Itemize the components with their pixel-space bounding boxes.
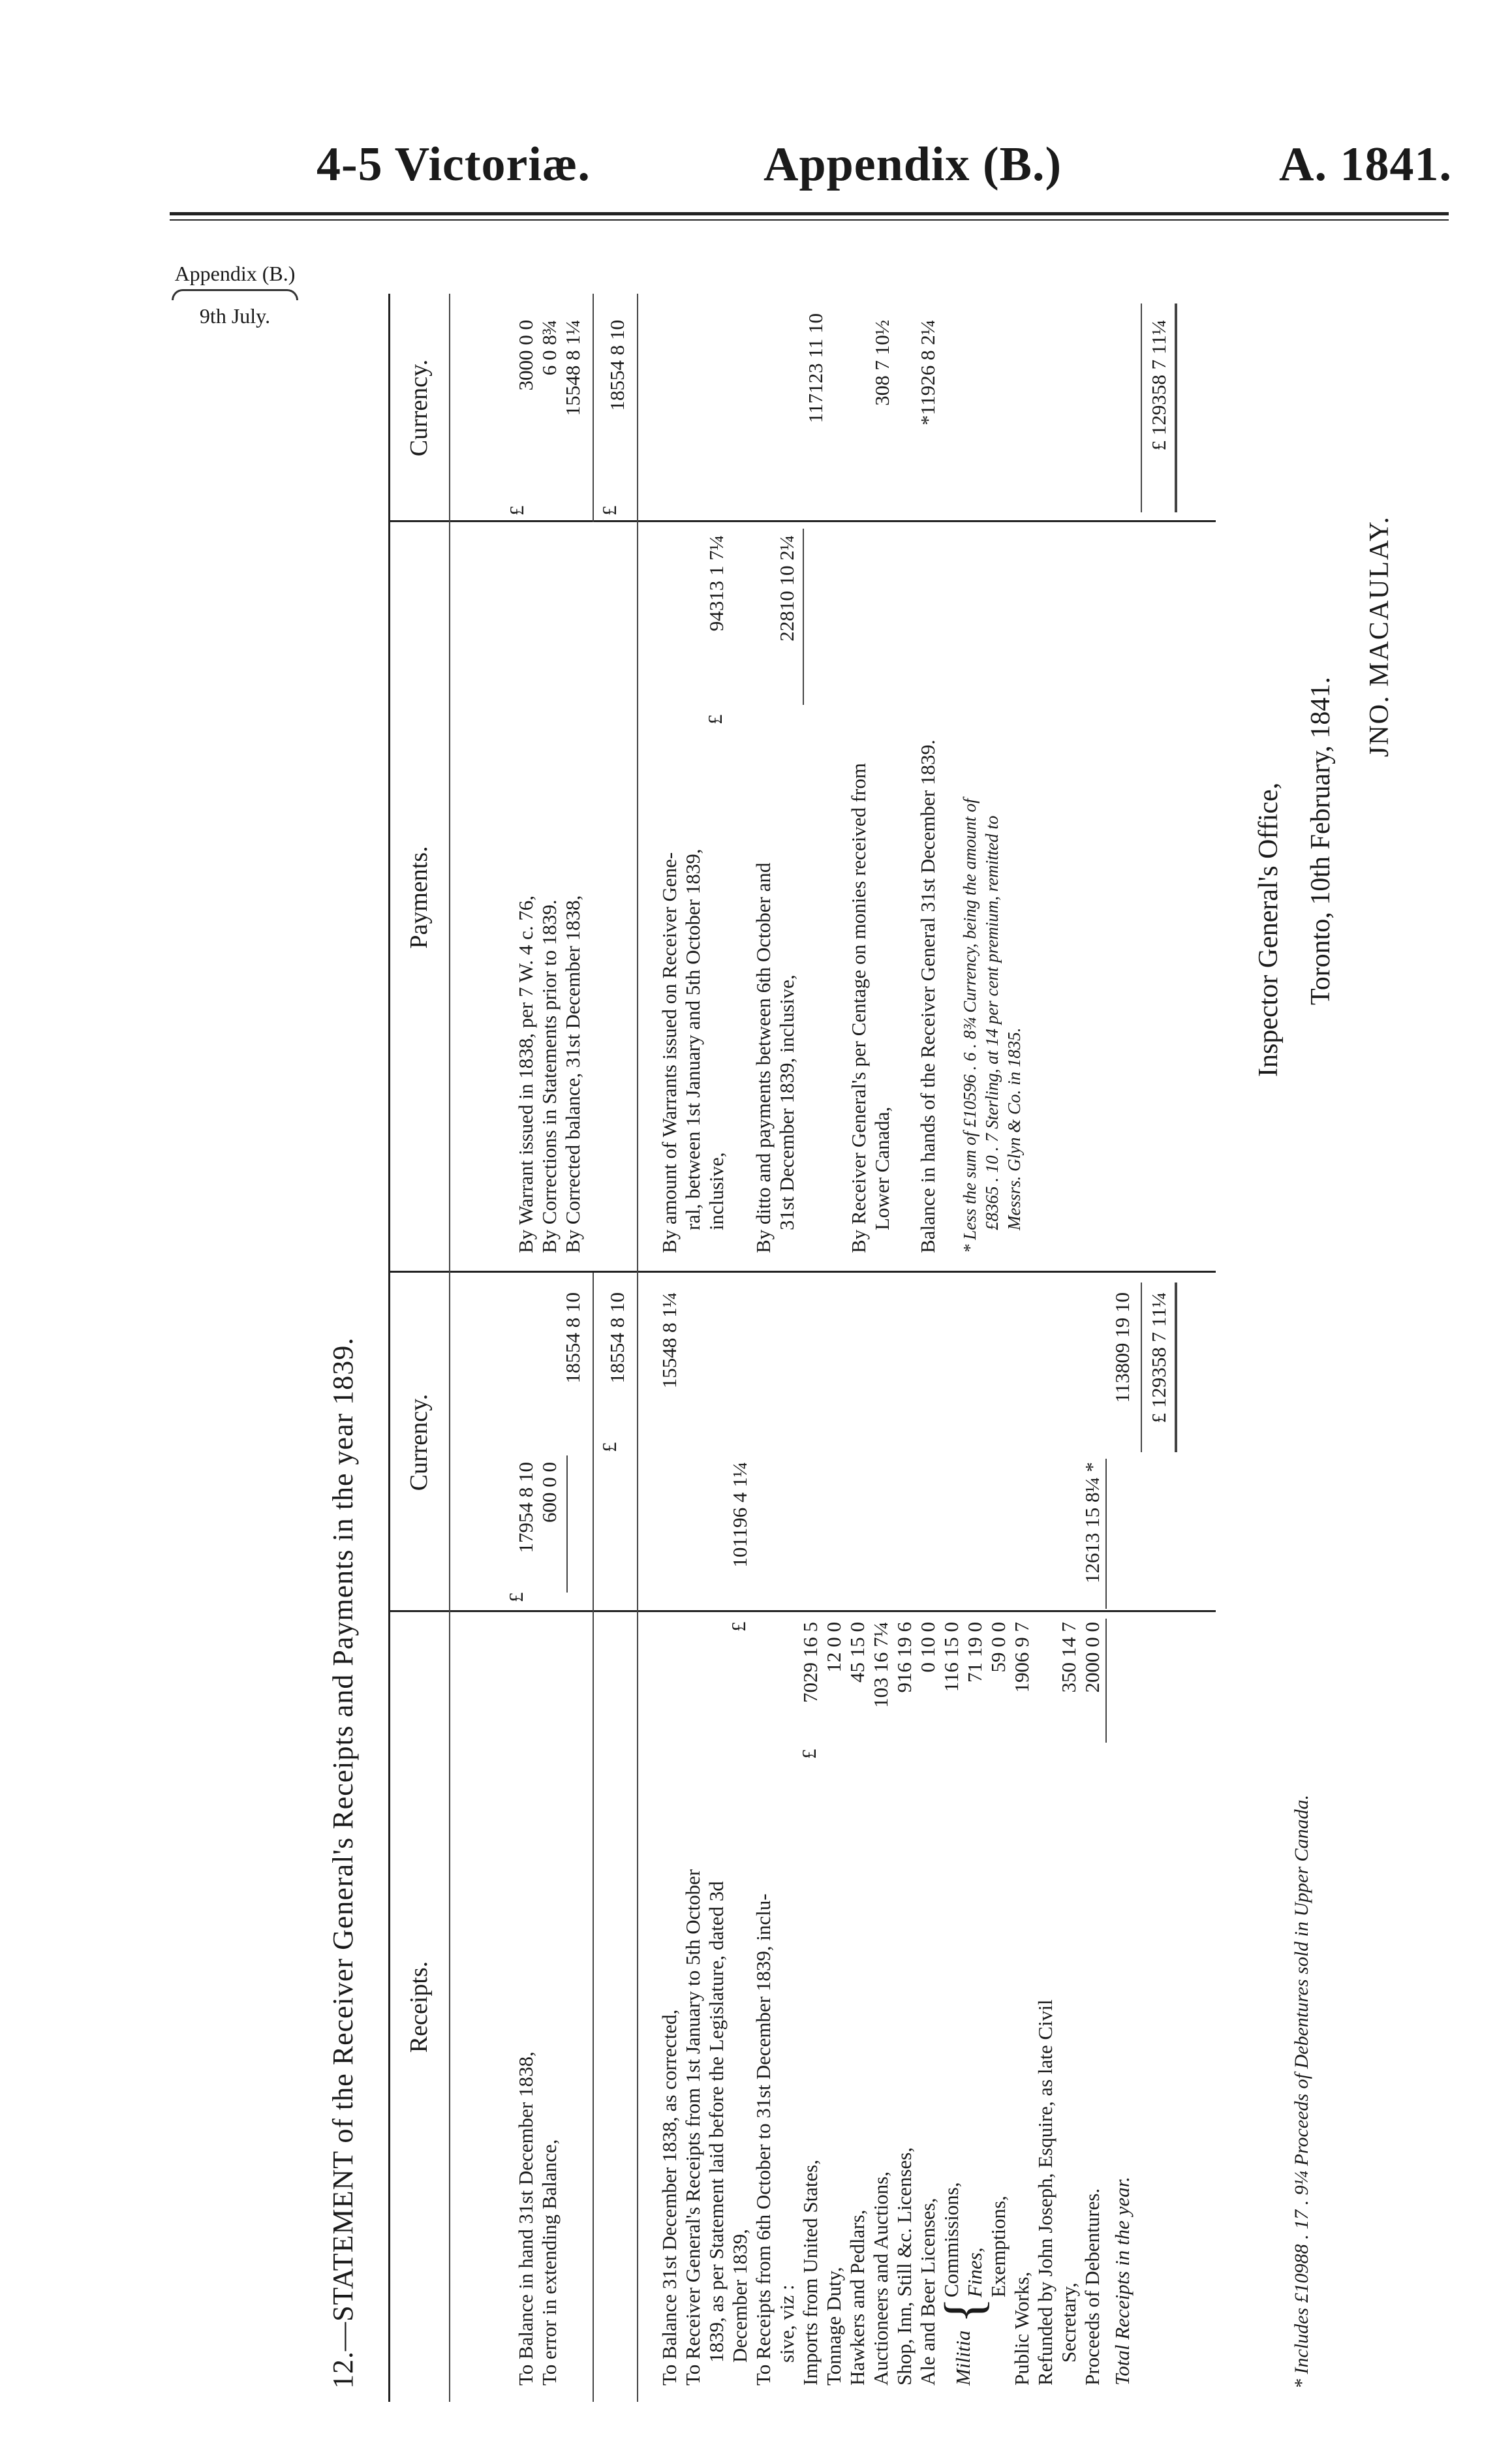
list-item: Auctioneers and Auctions, xyxy=(869,2171,892,2386)
subtotal-rule xyxy=(1105,1459,1107,1609)
payment-warrants-2: ral, between 1st January and 5th October 1839, xyxy=(681,848,704,1230)
section-rule xyxy=(593,294,594,522)
list-item-amount: 350 14 7 xyxy=(1057,1622,1080,1693)
running-header-left: 4-5 Victoriæ. xyxy=(316,138,591,191)
statement-body xyxy=(326,287,1410,2402)
divider-payments-currency xyxy=(390,520,1216,522)
margin-note xyxy=(160,258,310,332)
divider-currency-payments xyxy=(390,1271,1216,1273)
list-item-amount: 59 0 0 xyxy=(987,1622,1010,1673)
payment-amount-balance-hands: *11926 8 2¼ xyxy=(916,320,939,426)
payment-note-2: £8365 . 10 . 7 Sterling, at 14 per cent premium, remitted to xyxy=(982,815,1002,1230)
list-item-cont: Secretary, xyxy=(1057,2282,1080,2363)
payments-grand-total: £ 129358 7 11¼ xyxy=(1147,320,1170,451)
receipt-oct-2: sive, viz : xyxy=(775,2284,798,2363)
amount-error-balance: 600 0 0 xyxy=(538,1462,561,1523)
list-item-amount: 0 10 0 xyxy=(916,1622,939,1673)
total-rule xyxy=(1141,1283,1142,1452)
amount-balance-hand: 17954 8 10 xyxy=(514,1462,537,1553)
list-item-amount: 12 0 0 xyxy=(822,1622,845,1673)
payment-amount-centage: 308 7 10½ xyxy=(871,320,893,406)
list-item: Public Works, xyxy=(1010,2271,1033,2386)
list-item: Commissions, xyxy=(940,2182,963,2297)
amount-sum-outer-repeat: 18554 8 10 xyxy=(606,1292,628,1384)
divider-receipts-currency xyxy=(390,1610,1216,1612)
list-item: Fines, xyxy=(963,2247,986,2297)
amount-corrected-outer: 15548 8 1¼ xyxy=(658,1292,681,1389)
section-rule xyxy=(637,294,638,2402)
receipt-rg-receipts-1: To Receiver General's Receipts from 1st January to 5th October xyxy=(681,1869,704,2386)
payment-centage-1: By Receiver General's per Centage on monies received from xyxy=(847,762,870,1253)
footnote: * Includes £10988 . 17 . 9¼ Proceeds of Debentures sold in Upper Canada. xyxy=(1291,1794,1312,2389)
payment-ditto-1: By ditto and payments between 6th October and xyxy=(752,862,775,1253)
list-item: Proceeds of Debentures. xyxy=(1081,2188,1103,2386)
list-item: Hawkers and Pedlars, xyxy=(846,2209,869,2386)
payment-warrant-1838: By Warrant issued in 1838, per 7 W. 4 c. 76, xyxy=(514,895,537,1253)
header-rule xyxy=(170,212,1449,221)
pound-sign: £ xyxy=(598,505,621,516)
list-item-amount: 916 19 6 xyxy=(893,1622,916,1693)
amount-oct-total: 12613 15 8¼ * xyxy=(1081,1462,1103,1583)
col-head-currency-right: Currency. xyxy=(405,359,433,457)
margin-note-line2: 9th July. xyxy=(199,304,271,328)
statement-table xyxy=(388,294,1278,2402)
total-rule xyxy=(1141,303,1142,512)
pound-sign: £ xyxy=(598,1442,621,1452)
payment-ditto-2: 31st December 1839, inclusive, xyxy=(775,974,798,1230)
payment-corrected-balance: By Corrected balance, 31st December 1838, xyxy=(561,895,584,1253)
payment-amount-warrant-1838: 3000 0 0 xyxy=(514,320,537,391)
militia-brace: { xyxy=(934,2297,995,2324)
payment-corrections: By Corrections in Statements prior to 1839. xyxy=(538,899,561,1253)
margin-note-line1: Appendix (B.) xyxy=(174,262,296,285)
receipt-rg-receipts-2: 1839, as per Statement laid before the Legislature, dated 3d xyxy=(705,1881,728,2363)
list-item: Shop, Inn, Still &c. Licenses, xyxy=(893,2147,916,2386)
receipts-grand-total: £ 129358 7 11¼ xyxy=(1147,1292,1170,1423)
payment-amount-corrected-balance: 15548 8 1¼ xyxy=(561,320,584,416)
sum-rule xyxy=(566,1455,568,1593)
list-item-amount: 71 19 0 xyxy=(963,1622,986,1683)
payment-amount-warrants-total: 117123 11 10 xyxy=(804,313,827,424)
amount-sum-outer: 18554 8 10 xyxy=(561,1292,584,1384)
payment-centage-2: Lower Canada, xyxy=(871,1106,893,1230)
running-header-center: Appendix (B.) xyxy=(764,138,1062,191)
subtotal-rule xyxy=(803,529,804,705)
payment-amount-warrants: 94313 1 7¼ xyxy=(705,535,728,632)
col-head-currency-left: Currency. xyxy=(405,1393,433,1491)
total-double-rule xyxy=(1175,1283,1177,1452)
subtotal-rule xyxy=(1105,1619,1107,1743)
col-head-receipts: Receipts. xyxy=(405,1961,433,2053)
receipt-error-balance: To error in extending Balance, xyxy=(538,2139,561,2386)
payment-warrants-3: inclusive, xyxy=(705,1152,728,1230)
list-item-amount: 7029 16 5 xyxy=(799,1622,822,1703)
militia-label: Militia xyxy=(951,2330,974,2386)
payment-amount-ditto: 22810 10 2¼ xyxy=(775,535,798,642)
payment-note-3: Messrs. Glyn & Co. in 1835. xyxy=(1004,1027,1024,1230)
total-double-rule xyxy=(1175,303,1177,512)
receipt-rg-receipts-3: December 1839, xyxy=(728,2229,751,2363)
payment-balance-hands: Balance in hands of the Receiver General 31st December 1839. xyxy=(916,739,939,1253)
pound-sign: £ xyxy=(797,1749,820,1759)
signature-office: Inspector General's Office, xyxy=(1254,782,1284,1077)
pound-sign: £ xyxy=(703,714,726,724)
col-head-payments: Payments. xyxy=(405,846,433,949)
receipt-balance-corrected: To Balance 31st December 1838, as corrected, xyxy=(658,2009,681,2386)
signature-date: Toronto, 10th February, 1841. xyxy=(1306,677,1336,1005)
list-item-amount: 45 15 0 xyxy=(846,1622,869,1683)
payment-note-1: * Less the sum of £10596 . 6 . 8¾ Currency, being the amount of xyxy=(960,798,980,1253)
list-item: Refunded by John Joseph, Esquire, as late Civil xyxy=(1034,1999,1057,2386)
list-item-amount: 2000 0 0 xyxy=(1081,1622,1103,1693)
list-item: Imports from United States, xyxy=(799,2159,822,2386)
heading-rule xyxy=(449,294,450,2402)
list-item-amount: 1906 9 7 xyxy=(1010,1622,1033,1693)
payment-amount-corrections: 6 0 8¾ xyxy=(538,320,561,376)
section-rule xyxy=(593,1273,594,2402)
total-receipts-label: Total Receipts in the year. xyxy=(1111,2176,1134,2386)
signature-name: JNO. MACAULAY. xyxy=(1365,516,1395,757)
pound-sign: £ xyxy=(727,1621,750,1632)
brace-mark xyxy=(172,289,298,300)
list-item: Exemptions, xyxy=(987,2196,1010,2297)
amount-total-year: 113809 19 10 xyxy=(1111,1292,1134,1403)
list-item: Ale and Beer Licenses, xyxy=(916,2198,939,2386)
pound-sign: £ xyxy=(504,1592,527,1602)
payment-amount-sum: 18554 8 10 xyxy=(606,320,628,411)
receipt-balance-hand: To Balance in hand 31st December 1838, xyxy=(514,2051,537,2386)
list-item: Tonnage Duty, xyxy=(822,2267,845,2386)
payment-warrants-1: By amount of Warrants issued on Receiver Gene- xyxy=(658,852,681,1253)
list-item-amount: 116 15 0 xyxy=(940,1622,963,1692)
amount-rg-receipts: 101196 4 1¼ xyxy=(728,1462,751,1568)
list-item-amount: 103 16 7¼ xyxy=(869,1622,892,1708)
statement-title: 12.—STATEMENT of the Receiver General's Receipts and Payments in the year 1839. xyxy=(327,1337,359,2389)
pound-sign: £ xyxy=(505,505,528,516)
running-header-right: A. 1841. xyxy=(1279,138,1452,191)
receipt-oct-1: To Receipts from 6th October to 31st December 1839, inclu- xyxy=(752,1893,775,2386)
